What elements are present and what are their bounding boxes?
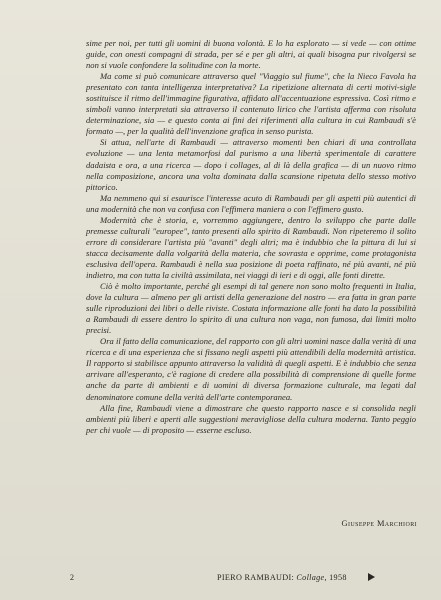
author-signature: Giuseppe Marchiori [341,519,417,528]
page-number: 2 [70,573,74,582]
article-paragraph: Ciò è molto importante, perché gli esempi di tal genere non sono molto frequenti in Italia, dove la cultura — almeno per gli artisti della generazione del nostro — era fatta in gran parte sulle riproduzioni dei libri o delle riviste. Costata informazione alle fonti ha dato la possibilità a Rambaudi di essere dentro lo spirito di una cultura non vaga, non fumosa, dai limiti molto precisi. [86,281,416,336]
article-paragraph: Si attua, nell'arte di Rambaudi — attraverso momenti ben chiari di una controllata evoluzione — una lenta metamorfosi dal purismo a una libertà sperimentale di carattere dadaista e ora, a una ricerca — dopo i collages, al di là della grafica — di un nuovo ritmo nella composizione, ancora una volta dominata dalla scansione ripetuta dello stesso motivo pittorico. [86,137,416,192]
figure-caption [217,573,347,582]
caption-year: 1958 [329,573,347,582]
article-paragraph: Ma come si può comunicare attraverso quel "Viaggio sul fiume", che la Nieco Favola ha presentato con tanta intelligenza interpretativa? La ripetizione alternata di certi motivi-sigle sostituisce il ritmo dell'immagine figurativa, affidato all'accentuazione espressiva. Così ritmo e simboli vanno interpretati sia attraverso il contenuto lirico che l'artista afferma con risoluta determinazione, sia — e questo conta ai fini dei riferimenti alla cultura in cui Rambaudi s'è formato —, per la qualità dell'invenzione grafica in senso purista. [86,71,416,137]
caption-title: Collage, [296,573,327,582]
article-paragraph: Ora il fatto della comunicazione, del rapporto con gli altri uomini nasce dalla verità di una ricerca e di una esperienza che si fissano negli aspetti più attendibili della modernità artistica. Il rapporto si stabilisce appunto attraverso la validità di quegli aspetti. E è indubbio che senza arrivare all'esperanto, c'è ragione di credere alla possibilità di comprensione di quelle forme anche da parte di ambienti e di uomini di diversa formazione culturale, ma legati dal denominatore comune della verità dell'arte contemporanea. [86,336,416,402]
article-paragraph: sime per noi, per tutti gli uomini di buona volontà. E lo ha esplorato — si vede — con ottime guide, con onesti compagni di strada, per sé e per gli altri, ai quali bisogna pur rivolgersi se non si vuole confondere la solitudine con la morte. [86,38,416,71]
article-body [86,38,416,436]
arrow-right-icon [368,573,375,581]
page-footer [0,571,441,587]
article-paragraph: Modernità che è storia, e, vorremmo aggiungere, dentro lo sviluppo che parte dalle premesse culturali "europee", tanto presenti allo spirito di Rambaudi. Non ripeteremo il solito errore di considerare l'artista più "avanti" degli altri; ma è indubbio che la pittura di lui si stacca decisamente dalla volgarità della materia, che sovrasta e opprime, come protagonista esclusiva dell'opera. Rambaudi è nella sua posizione di poeta raffinato, né più avanti, né più indietro, ma con tutta la civiltà assimilata, nei viaggi di ieri e di oggi, alle fonti dirette. [86,214,416,280]
article-paragraph: Alla fine, Rambaudi viene a dimostrare che questo rapporto nasce e si consolida negli ambienti più liberi e aperti alle suggestioni meravigliose della cultura moderna. Tanto peggio per chi vuole — di proposito — esserne escluso. [86,402,416,435]
article-paragraph: Ma nemmeno qui si esaurisce l'interesse acuto di Rambaudi per gli aspetti più autentici di una modernità che non va confusa con l'effimera maniera o con l'effimero gusto. [86,192,416,214]
caption-author: PIERO RAMBAUDI: [217,573,295,582]
